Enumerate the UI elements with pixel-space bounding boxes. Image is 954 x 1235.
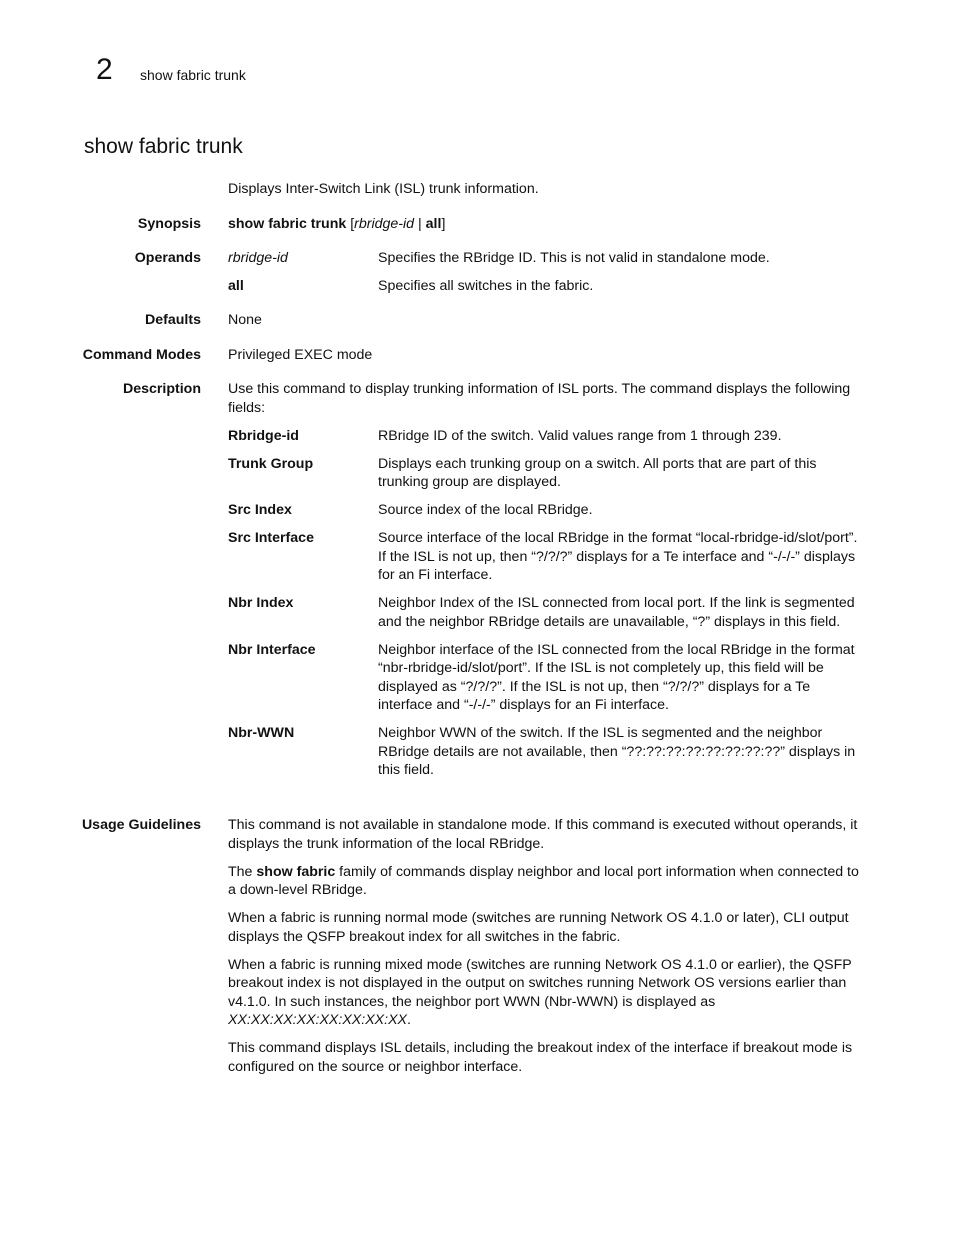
description-text: Use this command to display trunking information of ISL ports. The command displays the following fields: bbox=[228, 381, 851, 416]
usage-label: Usage Guidelines bbox=[81, 817, 201, 833]
usage-p4-end: . bbox=[407, 1012, 411, 1028]
operand-term: all bbox=[228, 278, 244, 294]
field-row bbox=[228, 455, 868, 492]
command-modes-value: Privileged EXEC mode bbox=[228, 347, 373, 363]
field-term: Src Interface bbox=[228, 530, 314, 546]
usage-paragraph: This command is not available in standalone mode. If this command is executed without operands, it displays the trunk information of the local RBridge. bbox=[228, 817, 858, 852]
description-label: Description bbox=[122, 381, 201, 397]
field-term: Nbr Interface bbox=[228, 641, 316, 658]
synopsis-arg: rbridge-id bbox=[354, 216, 415, 232]
field-row bbox=[228, 529, 868, 585]
field-desc: Neighbor WWN of the switch. If the ISL is segmented and the neighbor RBridge details are not available, then “??:??:??:??:??:??:??:??” displays in this field. bbox=[378, 725, 856, 778]
operands-label: Operands bbox=[134, 250, 201, 266]
field-row bbox=[228, 641, 868, 715]
usage-paragraph bbox=[228, 956, 868, 1030]
field-desc: Source interface of the local RBridge in the format “local-rbridge-id/slot/port”. If the ISL is not up, then “?/?/?” displays for a Te interface and “-/-/-” displays for an Fi interface. bbox=[378, 530, 858, 583]
operand-desc: Specifies the RBridge ID. This is not valid in standalone mode. bbox=[378, 250, 770, 266]
field-desc: Source index of the local RBridge. bbox=[378, 502, 593, 518]
usage-paragraph bbox=[228, 863, 868, 900]
usage-body bbox=[228, 816, 868, 1086]
synopsis-body bbox=[228, 215, 868, 234]
field-desc: Neighbor interface of the ISL connected from the local RBridge in the format “nbr-rbridge-id/slot/port”. If the ISL is not completely up, this field will be displayed as “?/?/?”. If the ISL is not up, then “?/?/?” displays for a Te interface and “-/-/-” displays for an Fi interface. bbox=[378, 641, 855, 713]
field-row bbox=[228, 427, 868, 446]
field-row bbox=[228, 724, 868, 780]
operand-desc: Specifies all switches in the fabric. bbox=[378, 278, 594, 294]
field-desc: RBridge ID of the switch. Valid values range from 1 through 239. bbox=[378, 427, 782, 444]
usage-p2-post: family of commands display neighbor and local port information when connected to a down-level RBridge. bbox=[228, 863, 859, 898]
command-modes-label: Command Modes bbox=[82, 347, 201, 363]
operand-row bbox=[228, 249, 868, 268]
description-body bbox=[228, 380, 868, 789]
defaults-value: None bbox=[228, 312, 262, 328]
usage-p2-command: show fabric bbox=[256, 863, 336, 880]
field-term: Src Index bbox=[228, 502, 292, 518]
usage-paragraph: This command displays ISL details, including the breakout index of the interface if breakout mode is configured on the source or neighbor interface. bbox=[228, 1040, 853, 1075]
page-title: show fabric trunk bbox=[84, 135, 243, 158]
field-term: Rbridge-id bbox=[228, 427, 299, 444]
synopsis-command: show fabric trunk bbox=[228, 216, 347, 232]
field-term: Nbr Index bbox=[228, 595, 294, 611]
chapter-number: 2 bbox=[96, 53, 113, 86]
field-term: Nbr-WWN bbox=[228, 725, 295, 741]
field-row bbox=[228, 594, 868, 631]
synopsis-separator: | bbox=[414, 216, 426, 232]
defaults-label: Defaults bbox=[145, 312, 201, 328]
operands-body bbox=[228, 249, 868, 305]
usage-paragraph: When a fabric is running normal mode (switches are running Network OS 4.1.0 or later), CLI output displays the QSFP breakout index for all switches in the fabric. bbox=[228, 910, 849, 945]
synopsis-all: all bbox=[425, 216, 442, 232]
field-term: Trunk Group bbox=[228, 455, 314, 472]
usage-p2-pre: The bbox=[228, 863, 257, 880]
field-desc: Neighbor Index of the ISL connected from local port. If the link is segmented and the neighbor RBridge details are unavailable, “?” displays in this field. bbox=[378, 595, 855, 630]
field-row bbox=[228, 501, 868, 520]
running-header-title: show fabric trunk bbox=[140, 67, 246, 83]
usage-p4-wwn: XX:XX:XX:XX:XX:XX:XX:XX bbox=[228, 1012, 407, 1028]
synopsis-label: Synopsis bbox=[137, 216, 201, 232]
field-desc: Displays each trunking group on a switch. All ports that are part of this trunking group are displayed. bbox=[378, 455, 817, 490]
usage-p4-text: When a fabric is running mixed mode (switches are running Network OS 4.1.0 or earlier), the QSFP breakout index is not displayed in the output on switches running Network OS versions earlier than v4.1.0. In such instances, the neighbor port WWN (Nbr-WWN) is displayed as bbox=[228, 956, 852, 1010]
operand-row bbox=[228, 277, 868, 296]
intro-text: Displays Inter-Switch Link (ISL) trunk information. bbox=[228, 181, 539, 197]
operand-term: rbridge-id bbox=[228, 250, 288, 266]
synopsis-open-bracket: [ bbox=[346, 216, 355, 232]
synopsis-close-bracket: ] bbox=[441, 216, 446, 232]
